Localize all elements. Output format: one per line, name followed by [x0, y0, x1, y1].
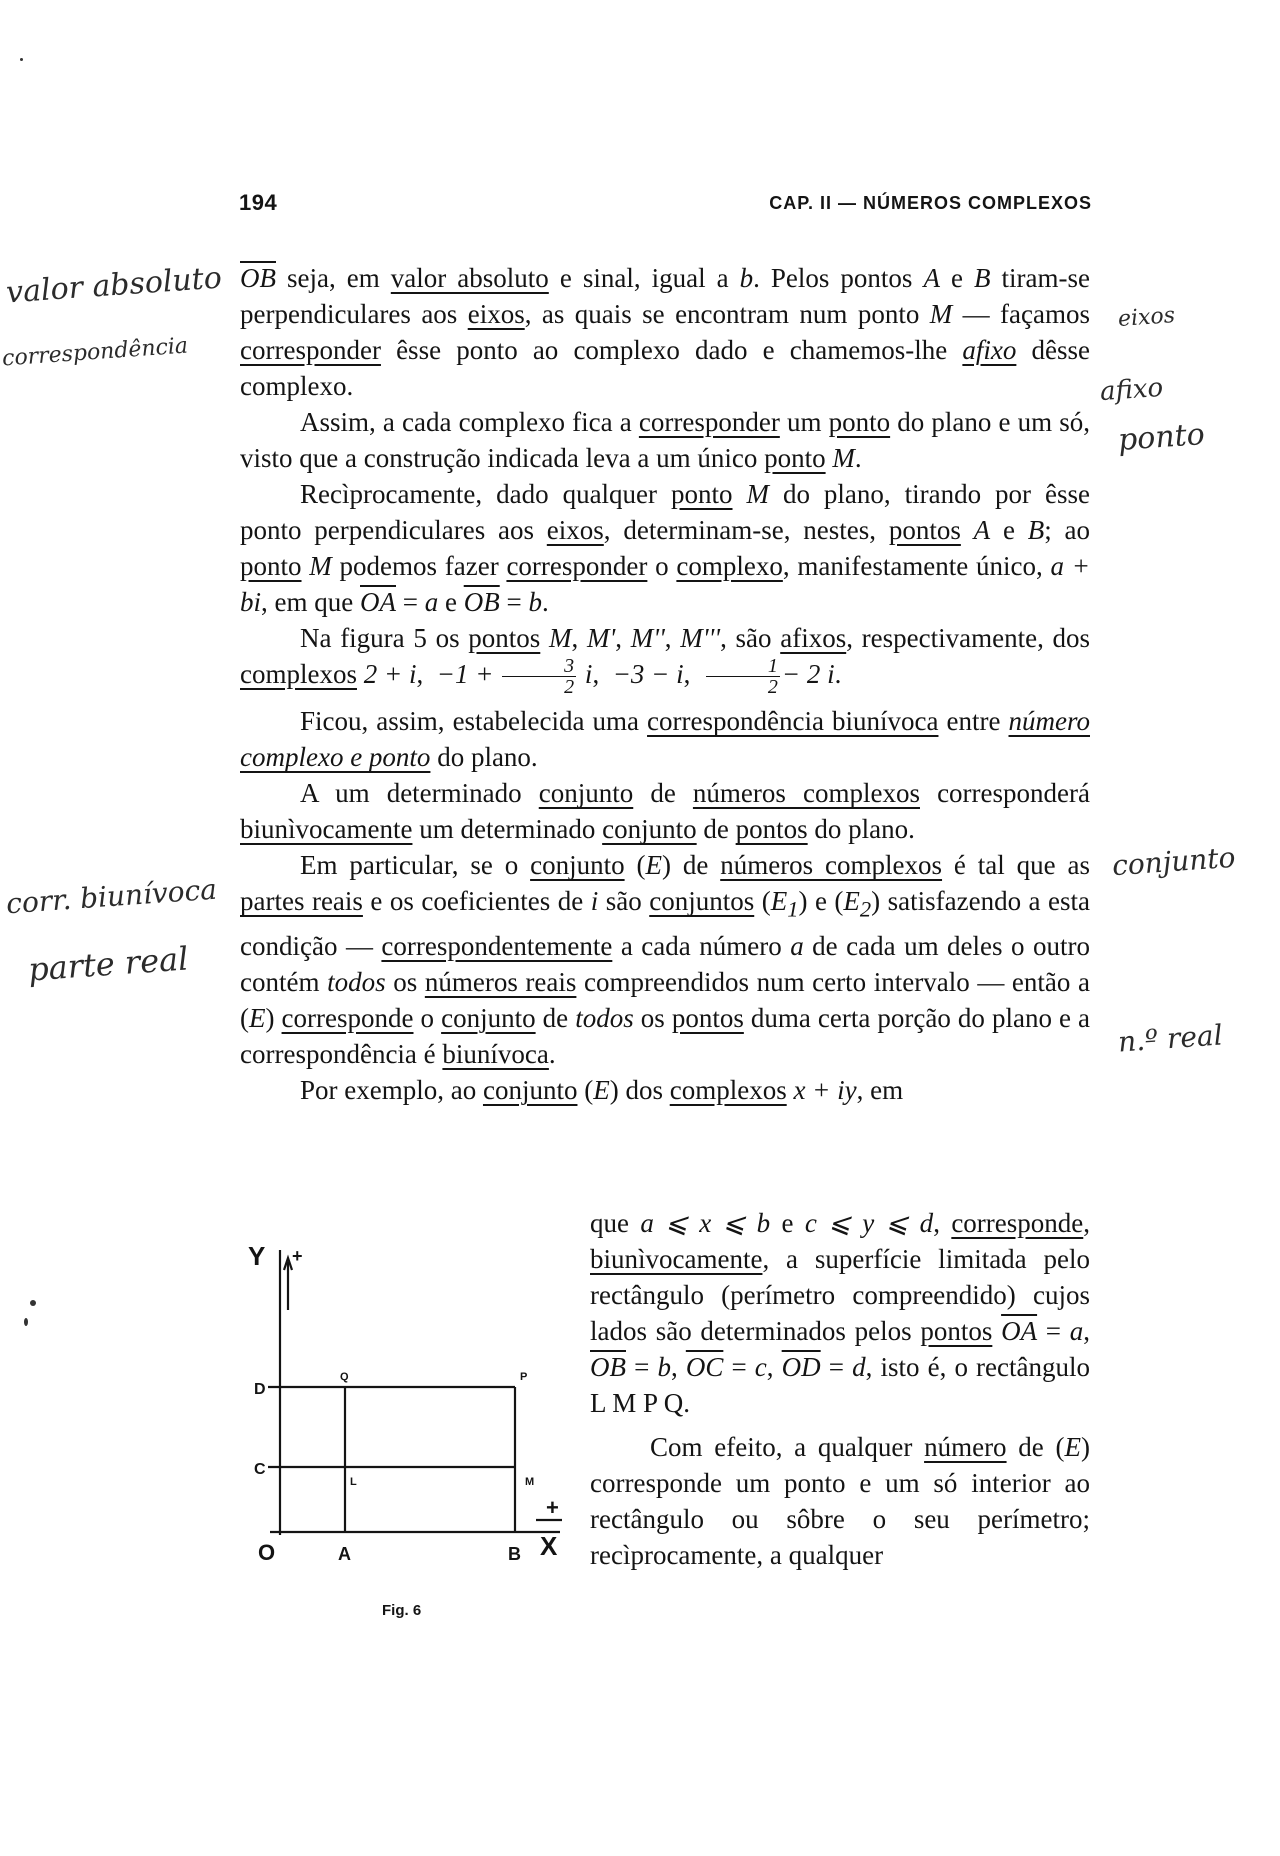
point-m-label: M	[525, 1476, 535, 1488]
point-a-label: A	[338, 1544, 351, 1564]
handwritten-note-correspondencia: correspondência	[1, 333, 189, 372]
handwritten-note-parte-real: parte real	[26, 939, 190, 989]
handwritten-note-eixos: eixos	[1117, 303, 1176, 332]
y-label: Y	[248, 1241, 266, 1271]
right-column-text	[590, 1205, 1090, 1573]
handwritten-note-numero-real: n.º real	[1116, 1018, 1224, 1059]
page-number: 194	[239, 190, 278, 215]
handwritten-note-conjunto: conjunto	[1110, 840, 1237, 883]
paragraph-1: $\overline{OB}$ seja, em valor absoluto e sinal, igual a b. Pelos pontos A e B tiram-se perpendiculares aos eixos, as quais se encontram num ponto M — façamos corresponder êsse ponto ao complexo dado e chamemos-lhe afixo dêsse complexo.	[240, 263, 1091, 401]
paragraph-8-cont: que a ⩽ x ⩽ b e c ⩽ y ⩽ d, corresponde, biunìvocamente, a superfície limitada pelo rectângulo (perímetro compreendido) cujos lados são determinados pelos pontos $\overline{OA} = a$, $\overline{OB} = b$, $\overline{OC} = c$, $\overline{OD} = d$, isto é, o rectângulo L M P Q.	[590, 1208, 1091, 1418]
point-b-label: B	[508, 1544, 521, 1564]
paragraph-9: Com efeito, a qualquer número de (E) corresponde um ponto e um só interior ao rectângulo ou sôbre o seu perímetro; recìprocamente, a qualquer	[590, 1432, 1090, 1570]
point-p-label: P	[520, 1371, 528, 1383]
x-sign: +	[546, 1495, 559, 1520]
origin-label: O	[258, 1540, 276, 1565]
figure-6	[240, 1230, 590, 1650]
chapter-title: CAP. II — NÚMEROS COMPLEXOS	[769, 193, 1092, 213]
point-q-label: Q	[340, 1371, 349, 1383]
paragraph-6: A um determinado conjunto de números complexos corresponderá biunìvocamente um determinado conjunto de pontos do plano.	[240, 778, 1090, 845]
paragraph-8: Por exemplo, ao conjunto (E) dos complexos x + iy, em	[300, 1074, 904, 1105]
handwritten-note-afixo: afixo	[1099, 372, 1165, 408]
handwritten-note-corr-biunivoca: corr. biunívoca	[5, 872, 218, 921]
point-l-label: L	[350, 1476, 357, 1488]
paragraph-3: Recìprocamente, dado qualquer ponto M do plano, tirando por êsse ponto perpendiculares aos eixos, determinam-se, nestes, pontos A e B; ao ponto M podemos fazer corresponder o complexo, manifestamente único, a + bi, em que $\overline{OA} = a$ e $\overline{OB} = b$.	[240, 479, 1091, 617]
point-d-label: D	[254, 1381, 266, 1398]
scan-speck	[30, 1300, 36, 1306]
scan-speck	[20, 58, 23, 61]
paragraph-5: Ficou, assim, estabelecida uma correspondência biunívoca entre número complexo e ponto do plano.	[240, 706, 1090, 773]
scan-speck	[24, 1318, 28, 1326]
paragraph-2: Assim, a cada complexo fica a corresponder um ponto do plano e um só, visto que a construção indicada leva a um único ponto M.	[240, 407, 1090, 473]
paragraph-7: Em particular, se o conjunto (E) de números complexos é tal que as partes reais e os coeficientes de i são conjuntos $(E_1)$ e $(E_2)$ satisfazendo a esta condição — correspondentemente a cada número a de cada um deles o outro contém todos os números reais compreendidos num certo intervalo — então a (E) corresponde o conjunto de todos os pontos duma certa porção do plano e a correspondência é biunívoca.	[240, 850, 1091, 1069]
x-label: X	[540, 1531, 558, 1561]
handwritten-note-valor-absoluto: valor absoluto	[5, 260, 223, 311]
y-sign: +	[292, 1246, 303, 1266]
point-c-label: C	[254, 1461, 266, 1478]
handwritten-note-ponto: ponto	[1116, 417, 1206, 458]
paragraph-4: Na figura 5 os pontos M, M', M'', M''', são afixos, respectivamente, dos complexos 2 + i, −1 + $\frac{3}{2}$ i, −3 − i, $\frac{1}{2}$ − 2 i.	[240, 623, 1091, 699]
main-text	[240, 260, 1090, 1108]
figure-caption: Fig. 6	[382, 1602, 422, 1619]
